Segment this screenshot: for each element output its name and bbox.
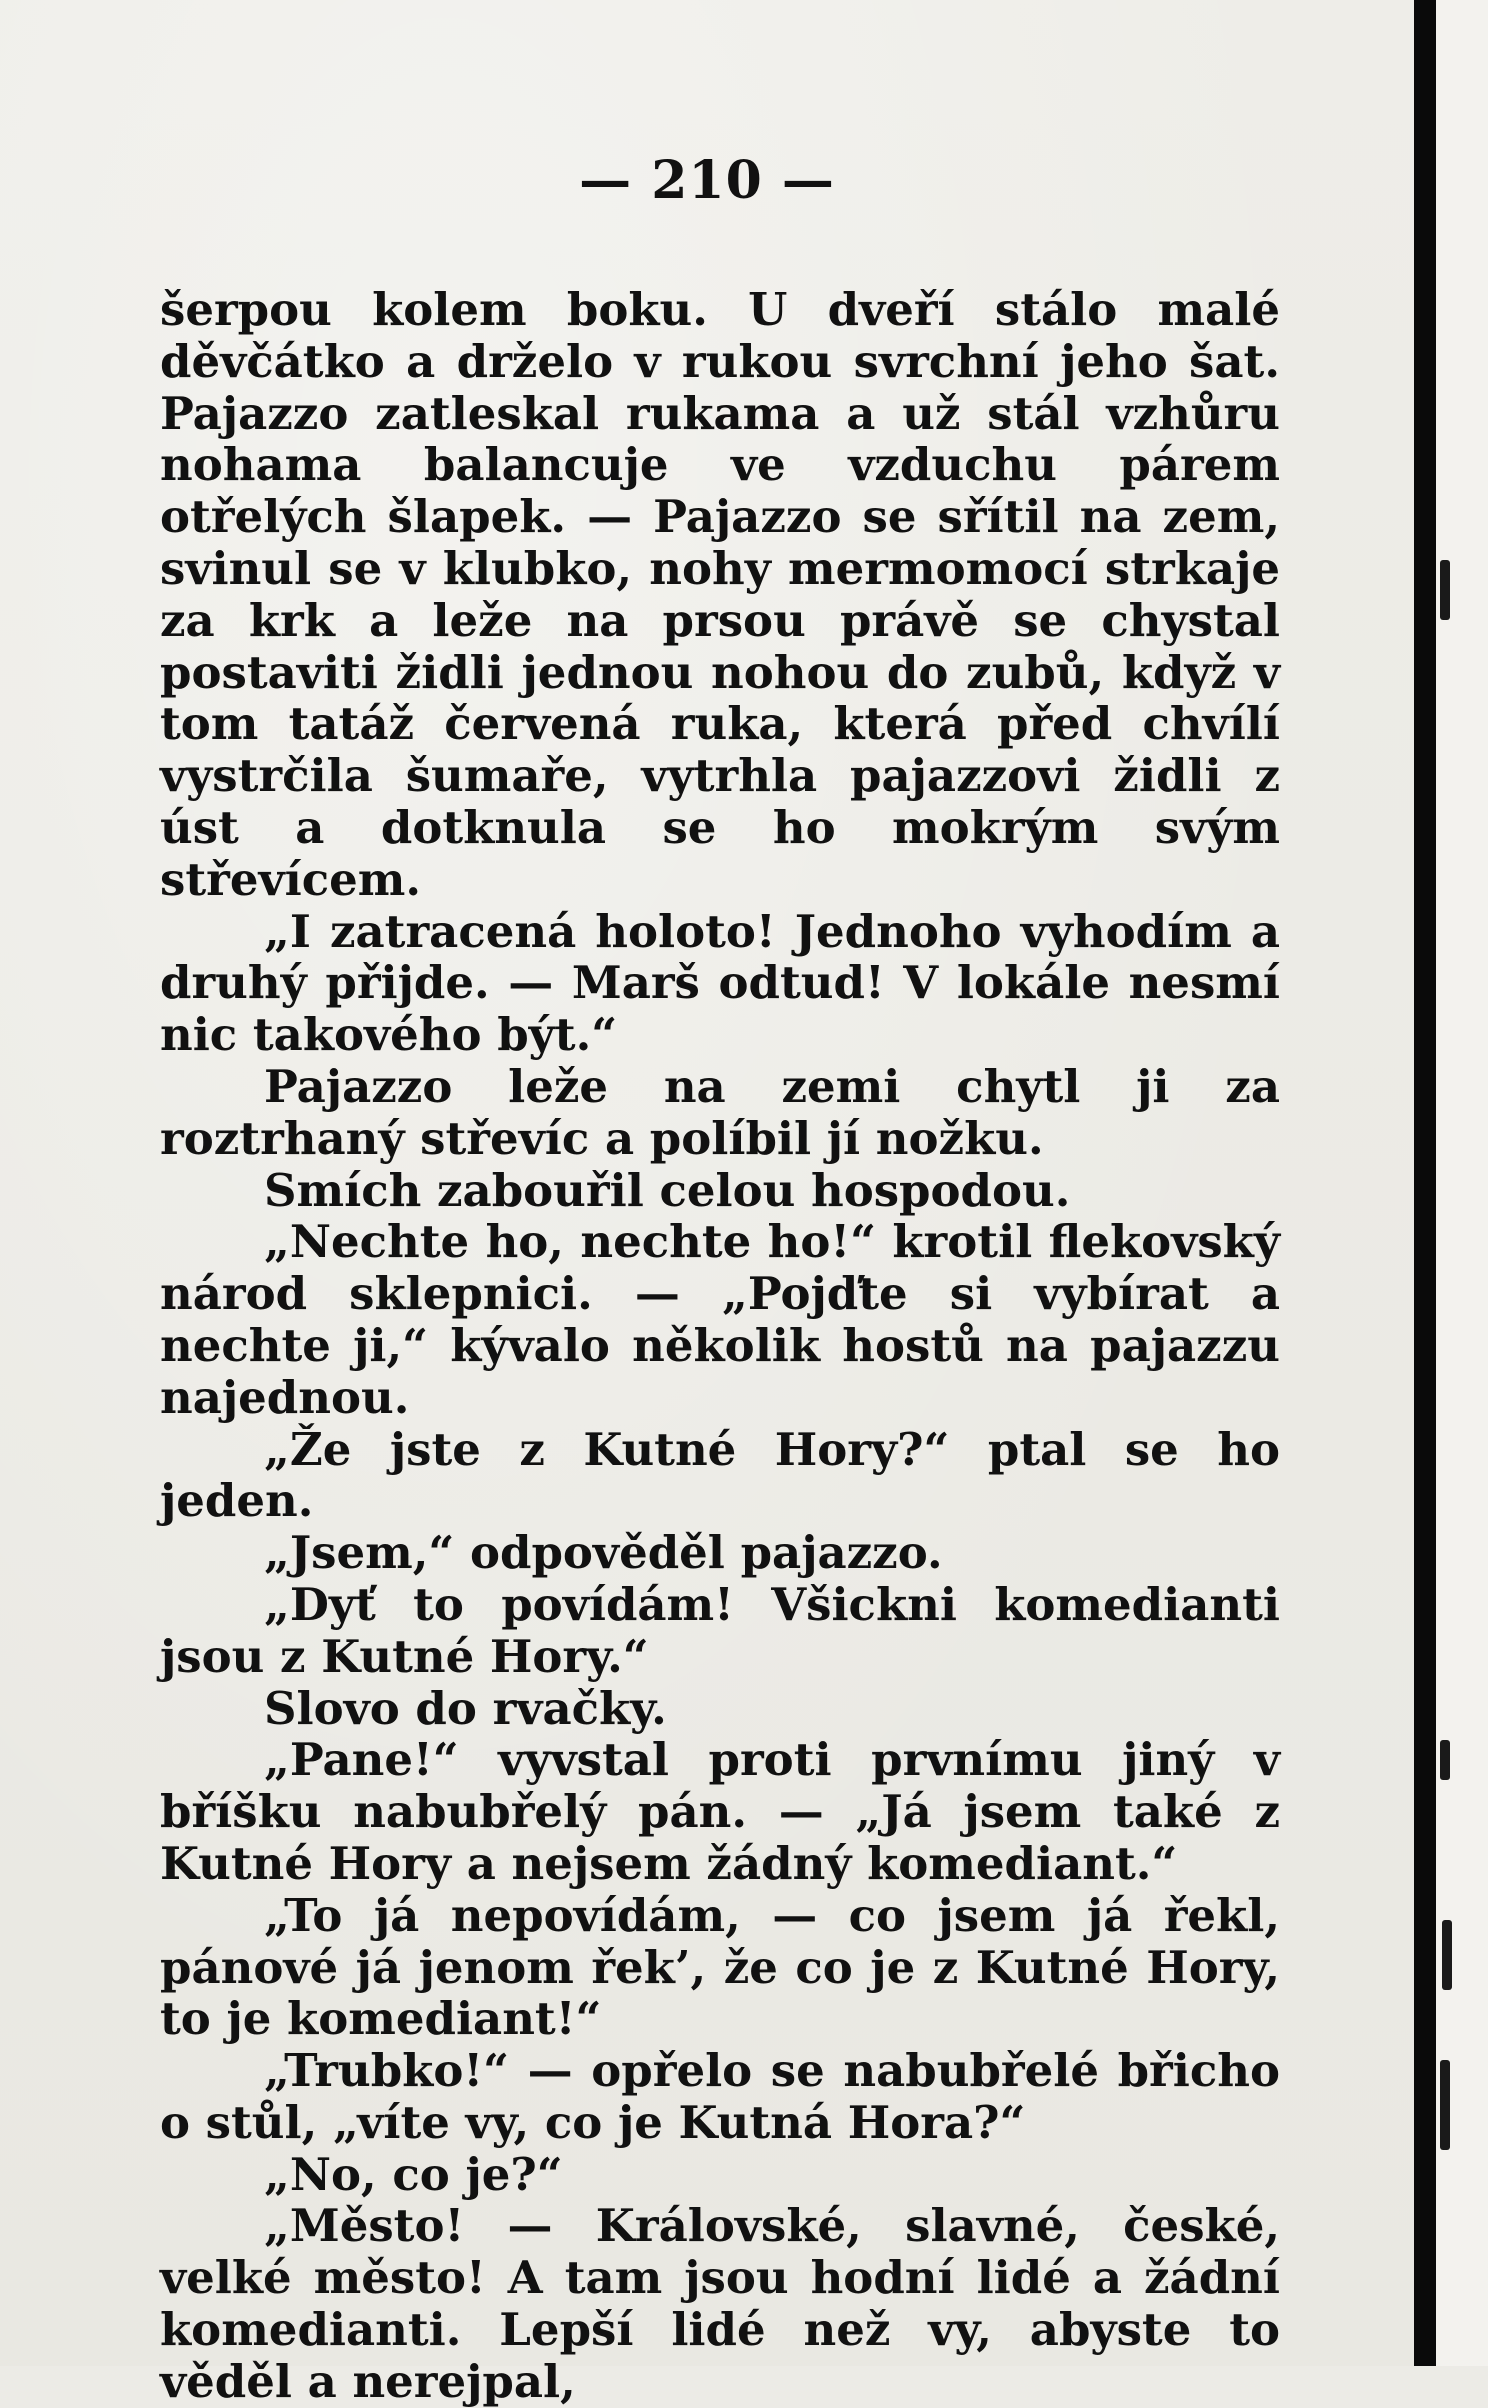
paragraph: „I zatracená holoto! Jednoho vyhodím a druhý přijde. — Marš odtud! V lokále nesmí nic takového být.“	[160, 904, 1280, 1062]
paragraph: Pajazzo leže na zemi chytl ji za roztrhaný střevíc a políbil jí nožku.	[160, 1059, 1280, 1165]
paragraph: „To já nepovídám, — co jsem já řekl, pánové já jenom řek’, že co je z Kutné Hory, to je komediant!“	[160, 1888, 1280, 2046]
paragraph: „Nechte ho, nechte ho!“ krotil flekovský národ sklepnici. — „Pojďte si vybírat a nechte ji,“ kývalo několik hostů na pajazzu najednou.	[160, 1215, 1280, 1424]
edge-mark	[1440, 2060, 1450, 2150]
paragraph: „Pane!“ vyvstal proti prvnímu jiný v bříšku nabubřelý pán. — „Já jsem také z Kutné Hory a nejsem žádný komediant.“	[160, 1733, 1280, 1890]
paragraph: „Město! — Královské, slavné, české, velké město! A tam jsou hodní lidé a žádní komedianti. Lepší lidé než vy, abyste to věděl a nerejpal,	[160, 2199, 1280, 2408]
edge-mark	[1442, 1920, 1452, 1990]
paragraph: „Dyť to povídám! Všickni komedianti jsou z Kutné Hory.“	[160, 1577, 1280, 1683]
paragraph: „No, co je?“	[264, 2147, 563, 2201]
book-spine-shadow	[1414, 0, 1436, 2366]
paragraph: „Jsem,“ odpověděl pajazzo.	[264, 1526, 943, 1580]
body-text	[160, 284, 1280, 2408]
paragraph: Smích zabouřil celou hospodou.	[264, 1163, 1071, 1217]
paragraph: „Že jste z Kutné Hory?“ ptal se ho jeden.	[160, 1422, 1280, 1528]
edge-mark	[1440, 560, 1450, 620]
page-number: — 210 —	[579, 150, 835, 211]
paragraph: šerpou kolem boku. U dveří stálo malé děvčátko a drželo v rukou svrchní jeho šat. Pajazzo zatleskal rukama a už stál vzhůru nohama balancuje ve vzduchu párem otřelých šlapek. — Pajazzo se sřítil na zem, svinul se v klubko, nohy mermomocí strkaje za krk a leže na prsou právě se chystal postaviti židli jednou nohou do zubů, když v tom tatáž červená ruka, která před chvílí vystrčila šumaře, vytrhla pajazzovi židli z úst a dotknula se ho mokrým svým střevícem.	[160, 283, 1280, 906]
paragraph: „Trubko!“ — opřelo se nabubřelé břicho o stůl, „víte vy, co je Kutná Hora?“	[160, 2044, 1280, 2149]
paragraph: Slovo do rvačky.	[264, 1681, 667, 1735]
page-edge	[1436, 0, 1488, 2366]
edge-mark	[1440, 1740, 1450, 1780]
